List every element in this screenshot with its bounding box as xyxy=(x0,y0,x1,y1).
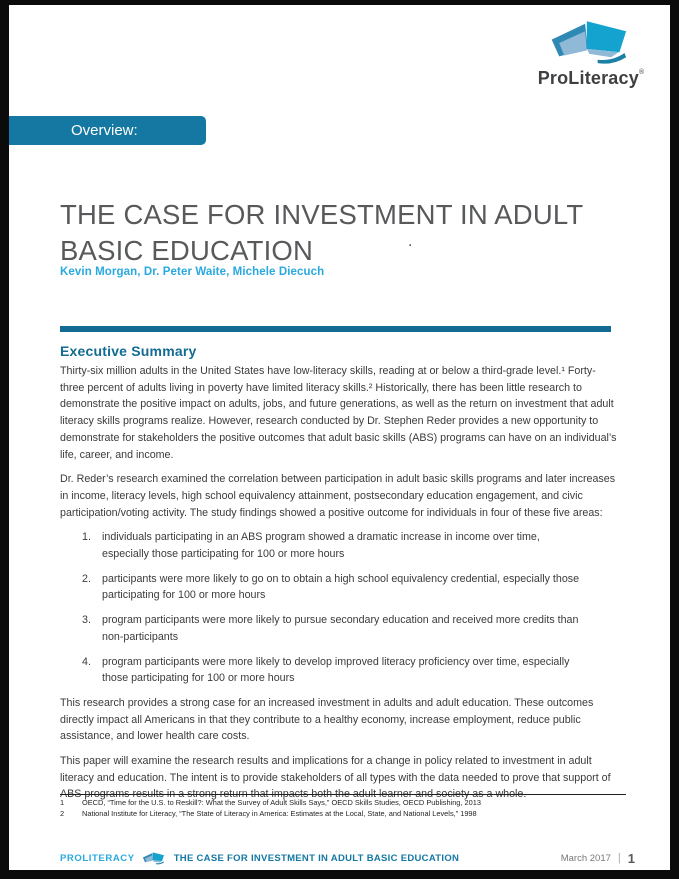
footer-date: March 2017 xyxy=(560,852,611,864)
list-item-text: program participants were more likely to pursue secondary education and received more credits than non-participants xyxy=(102,614,579,643)
list-item xyxy=(60,529,618,562)
footnote-text: National Institute for Literacy, “The State of Literacy in America: Estimates at the Local, State, and National Levels,” 1998 xyxy=(82,808,477,818)
open-book-icon xyxy=(526,17,656,69)
section-rule xyxy=(60,326,611,332)
page-title-line2: BASIC EDUCATION xyxy=(60,234,314,266)
footnote-number: 2 xyxy=(60,808,65,818)
authors-byline: Kevin Morgan, Dr. Peter Waite, Michele Diecuch xyxy=(60,266,325,278)
list-item xyxy=(60,571,618,604)
executive-summary-content xyxy=(60,363,618,811)
footnote-text: OECD, “Time for the U.S. to Reskill?: What the Survey of Adult Skills Says,” OECD Skills Studies, OECD Publishing, 2013 xyxy=(82,798,481,807)
paragraph: Thirty-six million adults in the United States have low-literacy skills, reading at or below a third-grade level.¹ Forty-three percent of adults living in poverty have limited literacy skills.² Historically, there has been little research to demonstrate the positive impact on adults, jobs, and future generations, as well as the return on investment that adult literacy skills programs realize. However, research conducted by Dr. Stephen Reder provides a new opportunity to demonstrate for stakeholders the positive outcomes that adult basic skills (ABS) programs can have on an individual’s life, career, and income. xyxy=(60,365,617,461)
footnote-number: 1 xyxy=(60,798,65,807)
list-item-number: 3. xyxy=(82,614,91,627)
logo-wordmark: ProLiteracy® xyxy=(537,68,645,88)
paragraph: This paper will examine the research results and implications for a change in policy related to investment in adult literacy and education. The intent is to provide stakeholders of all types with the data needed to prove that support of ABS programs results in a strong return that impacts both the adult learner and society as a whole. xyxy=(60,755,611,801)
footer-brand: PROLITERACY xyxy=(60,852,135,864)
open-book-icon xyxy=(135,851,174,866)
overview-banner-label: Overview: xyxy=(71,122,138,139)
footnotes xyxy=(60,794,626,819)
stray-period: . xyxy=(408,233,413,250)
list-item-text: program participants were more likely to develop improved literacy proficiency over time, especially those participating for 100 or more hours xyxy=(102,655,570,685)
list-item xyxy=(60,612,618,645)
footnote xyxy=(60,798,626,809)
list-item-text: individuals participating in an ABS program showed a dramatic increase in income over time, especially those participating for 100 or more hours xyxy=(102,531,540,561)
footer-doc-title: THE CASE FOR INVESTMENT IN ADULT BASIC EDUCATION xyxy=(173,852,460,864)
proliteracy-logo xyxy=(526,17,656,87)
list-item xyxy=(60,654,618,687)
list-item-number: 2. xyxy=(82,572,91,585)
list-item-number: 1. xyxy=(82,531,91,544)
section-heading: Executive Summary xyxy=(60,343,197,359)
numbered-list xyxy=(60,529,618,687)
page-title xyxy=(60,197,600,269)
trademark-symbol: ® xyxy=(638,69,645,76)
footer-separator: | xyxy=(617,852,621,864)
overview-banner xyxy=(9,116,206,145)
page-footer xyxy=(60,846,635,870)
footer-page-number: 1 xyxy=(627,850,635,866)
page-title-line1: THE CASE FOR INVESTMENT IN ADULT xyxy=(60,199,584,230)
paragraph: This research provides a strong case for an increased investment in adults and adult education. These outcomes directly impact all Americans in that they contribute to a healthy economy, increase employment, reduce public assistance, and lower health care costs. xyxy=(60,696,594,743)
list-item-text: participants were more likely to go on to obtain a high school equivalency credential, especially those participating for 100 or more hours xyxy=(102,572,580,602)
list-item-number: 4. xyxy=(82,655,91,668)
footnote xyxy=(60,809,626,820)
paragraph: Dr. Reder’s research examined the correlation between participation in adult basic skills programs and later increases in income, literacy levels, high school equivalency attainment, postsecondary education engagement, and civic participation/voting activity. The study findings showed a positive outcome for individuals in four of these five areas: xyxy=(60,473,616,519)
